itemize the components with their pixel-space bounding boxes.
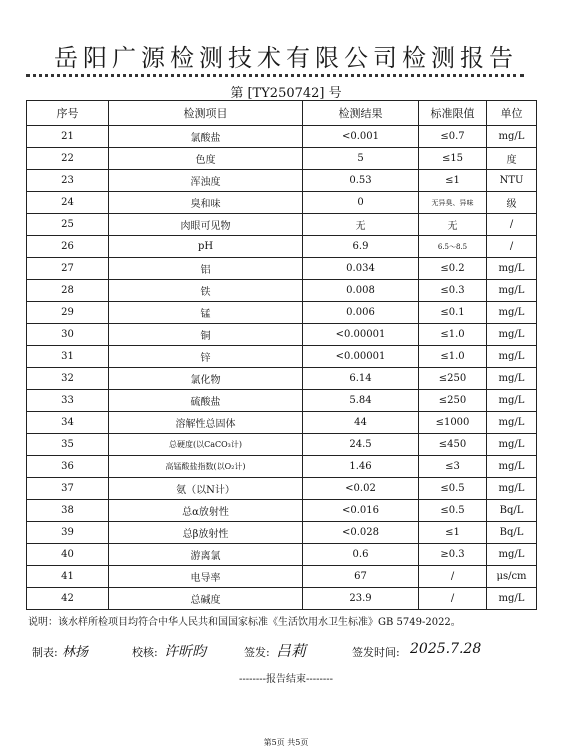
cell-no: 29 (27, 302, 109, 324)
cell-limit: ≤1 (419, 522, 487, 544)
cell-unit: 度 (487, 148, 537, 170)
cell-result: 6.14 (303, 368, 419, 390)
table-row (27, 236, 537, 258)
cell-unit: mg/L (487, 324, 537, 346)
cell-limit: ≤0.1 (419, 302, 487, 324)
cell-result: 0.6 (303, 544, 419, 566)
table-row (27, 170, 537, 192)
cell-limit: 无 (419, 214, 487, 236)
cell-limit: ≥0.3 (419, 544, 487, 566)
table-row (27, 456, 537, 478)
table-row (27, 280, 537, 302)
issued-signature: 吕莉 (276, 642, 307, 660)
cell-limit: ≤1.0 (419, 324, 487, 346)
results-table (26, 100, 537, 610)
table-row (27, 544, 537, 566)
cell-result: <0.016 (303, 500, 419, 522)
cell-item: 总α放射性 (109, 500, 303, 522)
cell-item: 肉眼可见物 (109, 214, 303, 236)
conformity-note: 说明：该水样所检项目均符合中华人民共和国国家标准《生活饮用水卫生标准》GB 5749-2022。 (28, 617, 461, 628)
cell-limit: ≤250 (419, 368, 487, 390)
cell-result: 0.034 (303, 258, 419, 280)
cell-result: 0.53 (303, 170, 419, 192)
cell-item: 总碱度 (109, 588, 303, 610)
cell-no: 21 (27, 126, 109, 148)
table-row (27, 126, 537, 148)
cell-item: 电导率 (109, 566, 303, 588)
cell-result: 6.9 (303, 236, 419, 258)
cell-result: 24.5 (303, 434, 419, 456)
cell-unit: mg/L (487, 412, 537, 434)
cell-limit: ≤0.5 (419, 478, 487, 500)
cell-item: 铜 (109, 324, 303, 346)
cell-no: 41 (27, 566, 109, 588)
cell-no: 35 (27, 434, 109, 456)
cell-unit: mg/L (487, 302, 537, 324)
cell-unit: 级 (487, 192, 537, 214)
cell-unit: mg/L (487, 280, 537, 302)
cell-result: 5 (303, 148, 419, 170)
cell-unit: Bq/L (487, 500, 537, 522)
cell-no: 31 (27, 346, 109, 368)
cell-result: 1.46 (303, 456, 419, 478)
table-row (27, 346, 537, 368)
table-row (27, 214, 537, 236)
cell-no: 37 (27, 478, 109, 500)
cell-result: 44 (303, 412, 419, 434)
cell-result: 67 (303, 566, 419, 588)
cell-limit: ≤0.3 (419, 280, 487, 302)
cell-unit: mg/L (487, 346, 537, 368)
issued-label: 签发: (244, 646, 270, 659)
cell-no: 24 (27, 192, 109, 214)
cell-result: 5.84 (303, 390, 419, 412)
col-header-limit: 标准限值 (419, 101, 487, 126)
cell-limit: / (419, 566, 487, 588)
issue-date: 2025.7.28 (410, 641, 482, 657)
cell-item: 硫酸盐 (109, 390, 303, 412)
cell-limit: ≤250 (419, 390, 487, 412)
cell-item: 锰 (109, 302, 303, 324)
col-header-unit: 单位 (487, 101, 537, 126)
table-row (27, 302, 537, 324)
title-divider (26, 74, 524, 77)
table-row (27, 390, 537, 412)
cell-unit: mg/L (487, 434, 537, 456)
checked-label: 校核: (132, 646, 158, 659)
cell-limit: ≤1 (419, 170, 487, 192)
table-row (27, 192, 537, 214)
cell-result: 0 (303, 192, 419, 214)
cell-result: <0.001 (303, 126, 419, 148)
cell-no: 39 (27, 522, 109, 544)
report-number: 第 [TY250742] 号 (230, 86, 342, 101)
cell-item: 铝 (109, 258, 303, 280)
col-header-result: 检测结果 (303, 101, 419, 126)
cell-limit: ≤1.0 (419, 346, 487, 368)
cell-no: 34 (27, 412, 109, 434)
cell-limit: ≤3 (419, 456, 487, 478)
cell-item: 高锰酸盐指数(以O₂计) (109, 456, 303, 478)
cell-item: 氯酸盐 (109, 126, 303, 148)
page-footer: 第5页 共5页 (263, 738, 309, 747)
cell-no: 42 (27, 588, 109, 610)
cell-item: 浑浊度 (109, 170, 303, 192)
cell-item: pH (109, 236, 303, 258)
cell-limit: ≤1000 (419, 412, 487, 434)
cell-no: 26 (27, 236, 109, 258)
cell-unit: μs/cm (487, 566, 537, 588)
cell-limit: 6.5～8.5 (419, 236, 487, 258)
cell-no: 38 (27, 500, 109, 522)
table-row (27, 522, 537, 544)
report-end: --------报告结束-------- (238, 674, 334, 685)
col-header-item: 检测项目 (109, 101, 303, 126)
cell-unit: NTU (487, 170, 537, 192)
cell-no: 22 (27, 148, 109, 170)
cell-limit: ≤450 (419, 434, 487, 456)
cell-result: 0.006 (303, 302, 419, 324)
cell-no: 30 (27, 324, 109, 346)
cell-item: 总硬度(以CaCO₃计) (109, 434, 303, 456)
cell-limit: ≤0.5 (419, 500, 487, 522)
cell-item: 锌 (109, 346, 303, 368)
cell-unit: mg/L (487, 456, 537, 478)
table-row (27, 412, 537, 434)
cell-limit: 无异臭、异味 (419, 192, 487, 214)
cell-item: 色度 (109, 148, 303, 170)
table-row (27, 478, 537, 500)
cell-item: 游离氯 (109, 544, 303, 566)
table-row (27, 368, 537, 390)
cell-item: 臭和味 (109, 192, 303, 214)
cell-unit: mg/L (487, 544, 537, 566)
cell-result: 23.9 (303, 588, 419, 610)
checked-signature: 许昕昀 (164, 644, 206, 660)
date-label: 签发时间: (352, 646, 400, 659)
cell-unit: mg/L (487, 478, 537, 500)
cell-result: <0.00001 (303, 324, 419, 346)
cell-unit: Bq/L (487, 522, 537, 544)
cell-no: 36 (27, 456, 109, 478)
prepared-label: 制表: (32, 646, 58, 659)
cell-item: 溶解性总固体 (109, 412, 303, 434)
cell-item: 总β放射性 (109, 522, 303, 544)
table-row (27, 148, 537, 170)
table-row (27, 500, 537, 522)
cell-limit: / (419, 588, 487, 610)
cell-unit: mg/L (487, 126, 537, 148)
cell-no: 27 (27, 258, 109, 280)
table-row (27, 588, 537, 610)
cell-limit: ≤0.7 (419, 126, 487, 148)
table-row (27, 434, 537, 456)
col-header-no: 序号 (27, 101, 109, 126)
table-header-row (27, 101, 537, 126)
cell-no: 28 (27, 280, 109, 302)
cell-no: 32 (27, 368, 109, 390)
cell-no: 25 (27, 214, 109, 236)
cell-unit: mg/L (487, 368, 537, 390)
cell-unit: / (487, 214, 537, 236)
table-row (27, 324, 537, 346)
prepared-signature: 林扬 (62, 645, 89, 660)
cell-limit: ≤0.2 (419, 258, 487, 280)
cell-no: 40 (27, 544, 109, 566)
cell-item: 氯化物 (109, 368, 303, 390)
cell-unit: mg/L (487, 390, 537, 412)
cell-result: <0.028 (303, 522, 419, 544)
cell-limit: ≤15 (419, 148, 487, 170)
cell-no: 33 (27, 390, 109, 412)
cell-item: 氨（以N计） (109, 478, 303, 500)
cell-unit: mg/L (487, 588, 537, 610)
table-row (27, 258, 537, 280)
cell-result: <0.02 (303, 478, 419, 500)
cell-unit: mg/L (487, 258, 537, 280)
cell-unit: / (487, 236, 537, 258)
cell-no: 23 (27, 170, 109, 192)
cell-result: 无 (303, 214, 419, 236)
report-title: 岳阳广源检测技术有限公司检测报告 (54, 44, 518, 72)
cell-item: 铁 (109, 280, 303, 302)
table-row (27, 566, 537, 588)
signature-line (32, 641, 552, 668)
cell-result: 0.008 (303, 280, 419, 302)
cell-result: <0.00001 (303, 346, 419, 368)
